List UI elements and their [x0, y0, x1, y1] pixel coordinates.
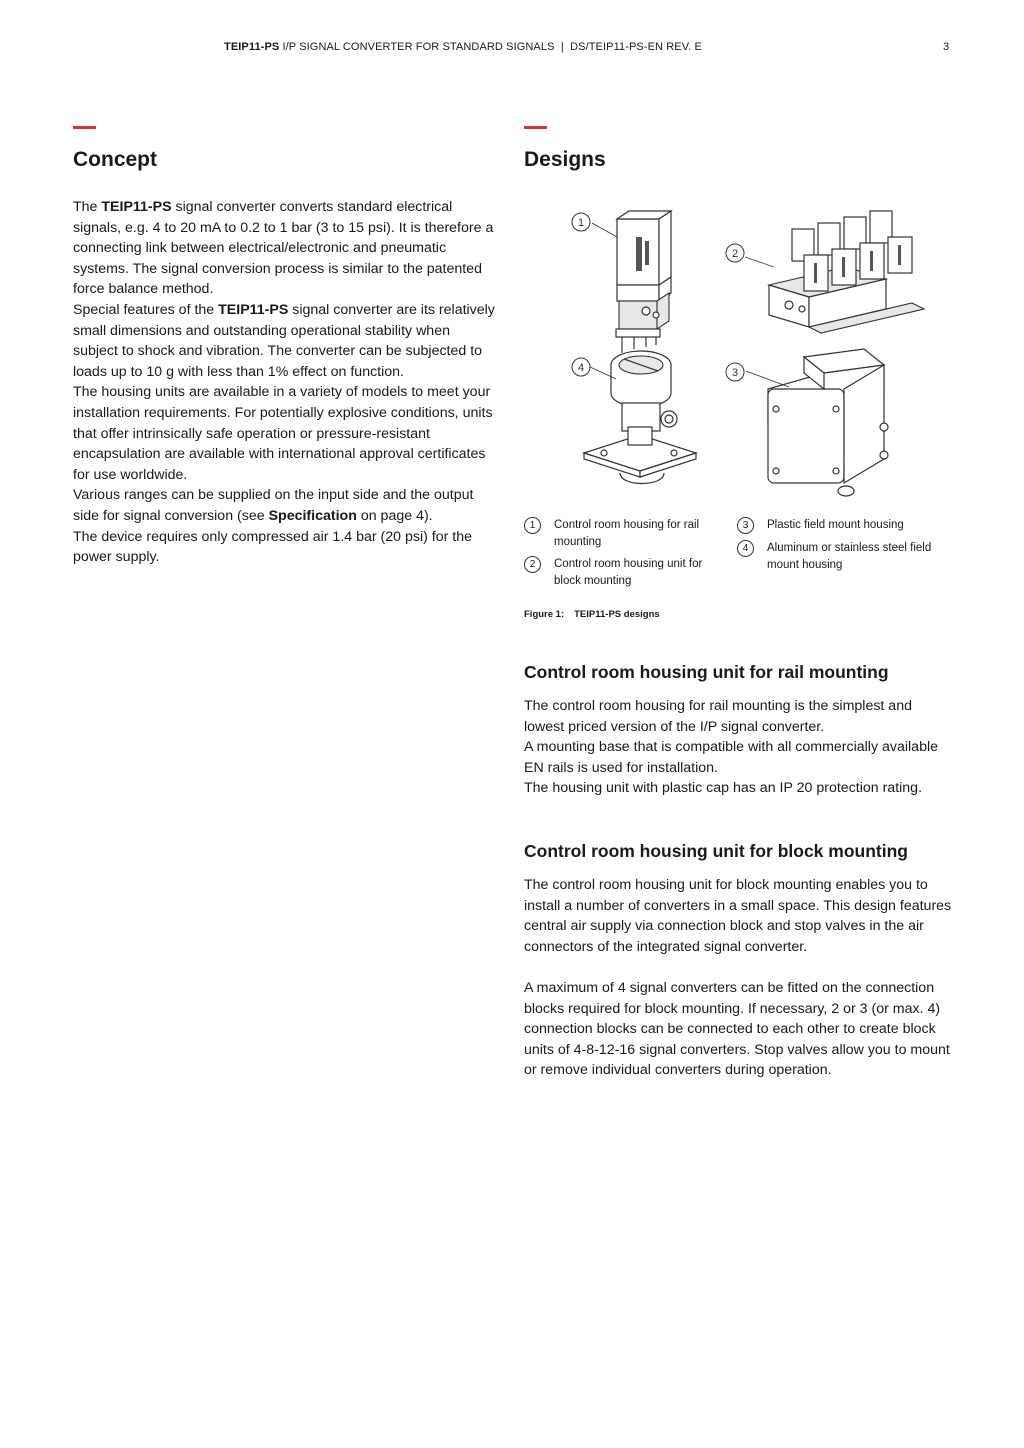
- concept-p4-bold: Specification: [268, 507, 357, 524]
- designs-column: [524, 126, 952, 1081]
- rail-heading: Control room housing unit for rail mounting: [524, 662, 889, 682]
- figure-legend: [524, 517, 952, 597]
- legend-number: 4: [737, 540, 754, 557]
- concept-heading: Concept: [73, 148, 157, 171]
- section-accent-bar: [73, 126, 96, 129]
- figure-caption-label: Figure 1:: [524, 609, 565, 620]
- concept-paragraph-4: [73, 485, 498, 526]
- callout-1-label: 1: [577, 217, 585, 229]
- concept-p4-b: on page 4).: [356, 507, 433, 524]
- block-paragraph-2: A maximum of 4 signal converters can be fitted on the connection blocks required for block mounting. If necessary, 2 or 3 (or max. 4) connection blocks can be connected to each other to create block units of 4-8-12-16 signal converters. Stop valves allow you to mount or remove individual converters during operation.: [524, 979, 950, 1079]
- legend-number: 2: [524, 556, 541, 573]
- concept-p2-a: Special features of the: [73, 301, 219, 318]
- block-body: [524, 875, 952, 1081]
- legend-item-1: [524, 517, 724, 550]
- designs-figure: [524, 197, 952, 517]
- legend-item-3: [737, 517, 937, 534]
- header-product: TEIP11-PS: [224, 41, 280, 53]
- block-mount-converters-drawing: [769, 211, 924, 333]
- aluminum-field-housing-drawing: [584, 351, 696, 484]
- rail-body: [524, 696, 952, 799]
- rail-paragraph-1: The control room housing for rail mounting is the simplest and lowest priced version of the I/P signal converter.: [524, 698, 912, 735]
- header-title: [224, 41, 702, 53]
- legend-text: Plastic field mount housing: [767, 519, 904, 531]
- header-title-rest: I/P SIGNAL CONVERTER FOR STANDARD SIGNALS | DS/TEIP11-PS-EN REV. E: [282, 41, 702, 53]
- concept-p1-a: The: [73, 199, 102, 215]
- concept-p2-b: signal converter are its relatively small dimensions and outstanding operational stability when subject to shock and vibration. The converter can be subjected to loads up to 10 g with less than 1% effect on function.: [73, 301, 499, 380]
- legend-number: 1: [524, 517, 541, 534]
- concept-p1-bold: TEIP11-PS: [101, 199, 172, 215]
- legend-text: Control room housing for rail mounting: [554, 519, 700, 548]
- concept-paragraph-3: The housing units are available in a variety of models to meet your installation requirements. For potentially explosive conditions, units that offer intrinsically safe operation or pressure-resistant encapsulation are available with international approval certificates for use worldwide.: [73, 384, 493, 483]
- rail-paragraph-2: A mounting base that is compatible with all commercially available EN rails is used for installation.: [524, 739, 938, 776]
- concept-p1-b: signal converter converts standard electrical signals, e.g. 4 to 20 mA to 0.2 to 1 bar (3 to 15 psi). It is therefore a connecting link between electrical/electronic and pneumatic systems. The signal conversion process is similar to the patented force balance method.: [73, 199, 498, 298]
- rail-section: [524, 659, 952, 799]
- designs-illustration: [524, 197, 952, 517]
- designs-heading: Designs: [524, 148, 606, 171]
- page-number: 3: [943, 41, 950, 53]
- plastic-field-housing-drawing: [768, 349, 888, 496]
- concept-column: [73, 126, 498, 568]
- rail-mount-converter-drawing: [616, 211, 671, 353]
- concept-paragraph-1: [73, 197, 498, 300]
- callout-4: [572, 358, 590, 376]
- block-heading: Control room housing unit for block mounting: [524, 840, 908, 861]
- legend-number: 3: [737, 517, 754, 534]
- block-section: [524, 838, 952, 1081]
- legend-text: Aluminum or stainless steel field mount housing: [767, 542, 932, 571]
- callout-4-label: 4: [577, 362, 585, 374]
- callout-2: [726, 244, 744, 262]
- concept-paragraph-5: The device requires only compressed air 1.4 bar (20 psi) for the power supply.: [73, 528, 473, 566]
- callout-2-label: 2: [731, 248, 739, 260]
- rail-paragraph-3: The housing unit with plastic cap has an IP 20 protection rating.: [524, 780, 923, 797]
- callout-3: [726, 363, 744, 381]
- block-paragraph-1: The control room housing unit for block mounting enables you to install a number of converters in a small space. This design features central air supply via connection block and stop valves in the air connectors of the integrated signal converter.: [524, 876, 952, 955]
- concept-paragraph-2: [73, 300, 498, 382]
- legend-item-4: [737, 540, 937, 573]
- callout-3-label: 3: [731, 367, 739, 379]
- concept-body: [73, 197, 498, 568]
- concept-p4-a: Various ranges can be supplied on the input side and the output side for signal conversion (see: [73, 487, 478, 524]
- callout-1: [572, 213, 590, 231]
- concept-p2-bold: TEIP11-PS: [218, 301, 289, 318]
- figure-caption-text: TEIP11-PS designs: [574, 609, 660, 620]
- section-accent-bar: [524, 126, 547, 129]
- legend-item-2: [524, 556, 724, 589]
- figure-caption: [524, 609, 952, 620]
- legend-text: Control room housing unit for block mounting: [554, 558, 703, 587]
